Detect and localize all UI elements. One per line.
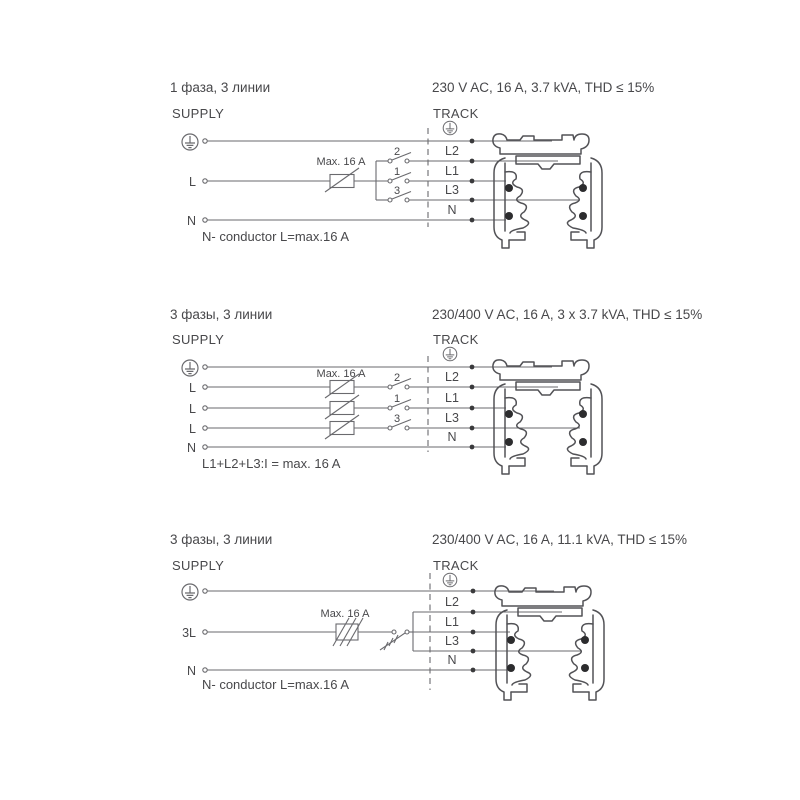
track-terminal-label: N [447,430,457,444]
track-terminal-label: L2 [445,370,459,384]
track-terminal-label: N [447,653,457,667]
track-terminal-label: L1 [445,164,459,178]
track-cross-section [493,134,602,248]
track-earth-icon [443,347,457,361]
diagram-3-phase-3pole [170,532,687,700]
supply-line-label: L [189,175,196,189]
section-spec: 230/400 V AC, 16 A, 3 x 3.7 kVA, THD ≤ 15% [432,307,703,322]
terminal [203,139,207,143]
section-title: 1 фаза, 3 линии [170,80,271,95]
track-terminal-label: L2 [445,595,459,609]
terminal [203,668,207,672]
junction-dots [471,589,476,673]
fuse-icon [325,415,359,439]
terminal [203,445,207,449]
section-title: 3 фазы, 3 линии [170,532,273,547]
supply-line-label: L [189,402,196,416]
fuse-icon [325,395,359,419]
supply-line-label: N [186,664,196,678]
track-terminal-label: L2 [445,144,459,158]
switch-3pole-icon [380,630,409,650]
section-title: 3 фазы, 3 линии [170,307,273,322]
section-note: N- conductor L=max.16 A [202,677,350,692]
terminal [203,365,207,369]
terminal [203,426,207,430]
switch-number: 1 [393,166,401,178]
terminal [203,406,207,410]
track-cross-section [495,586,604,700]
track-earth-icon [443,121,457,135]
track-heading: TRACK [433,106,479,121]
supply-heading: SUPPLY [172,332,225,347]
switch-number: 3 [393,185,401,197]
track-heading: TRACK [433,558,479,573]
track-earth-icon [443,573,457,587]
supply-line-label: L [189,381,196,395]
supply-heading: SUPPLY [172,558,225,573]
fuse-3pole-icon [333,618,363,646]
track-terminal-label: N [447,203,457,217]
section-note: N- conductor L=max.16 A [202,229,350,244]
track-terminal-label: L3 [445,411,459,425]
junction-dots [470,365,475,450]
terminal [203,630,207,634]
switch-number: 1 [393,393,401,405]
diagram-1-phase-3-circuits [170,80,654,248]
track-terminal-label: L3 [445,183,459,197]
earth-icon [182,584,198,600]
earth-icon [182,360,198,376]
track-terminal-label: L1 [445,391,459,405]
track-terminal-label: L1 [445,615,459,629]
section-note: L1+L2+L3:I = max. 16 A [202,456,341,471]
diagram-3-phase-3-circuits [170,307,702,474]
fuse-rating-label: Max. 16 A [316,368,366,380]
terminal [203,589,207,593]
terminal [203,218,207,222]
supply-line-label: N [186,441,196,455]
section-spec: 230/400 V AC, 16 A, 11.1 kVA, THD ≤ 15% [432,532,688,547]
track-heading: TRACK [433,332,479,347]
fuse-rating-label: Max. 16 A [316,156,366,168]
supply-line-label: N [186,214,196,228]
track-cross-section [493,360,602,474]
supply-heading: SUPPLY [172,106,225,121]
supply-line-label: L [189,422,196,436]
switch-number: 3 [393,413,401,425]
switch-number: 2 [393,372,401,384]
fuse-icon [325,168,359,192]
section-spec: 230 V AC, 16 A, 3.7 kVA, THD ≤ 15% [432,80,655,95]
earth-icon [182,134,198,150]
terminal [203,385,207,389]
track-terminal-label: L3 [445,634,459,648]
terminal [203,179,207,183]
supply-line-label: 3L [182,626,196,640]
switch-number: 2 [393,146,401,158]
fuse-rating-label: Max. 16 A [320,608,370,620]
junction-dots [470,139,475,223]
